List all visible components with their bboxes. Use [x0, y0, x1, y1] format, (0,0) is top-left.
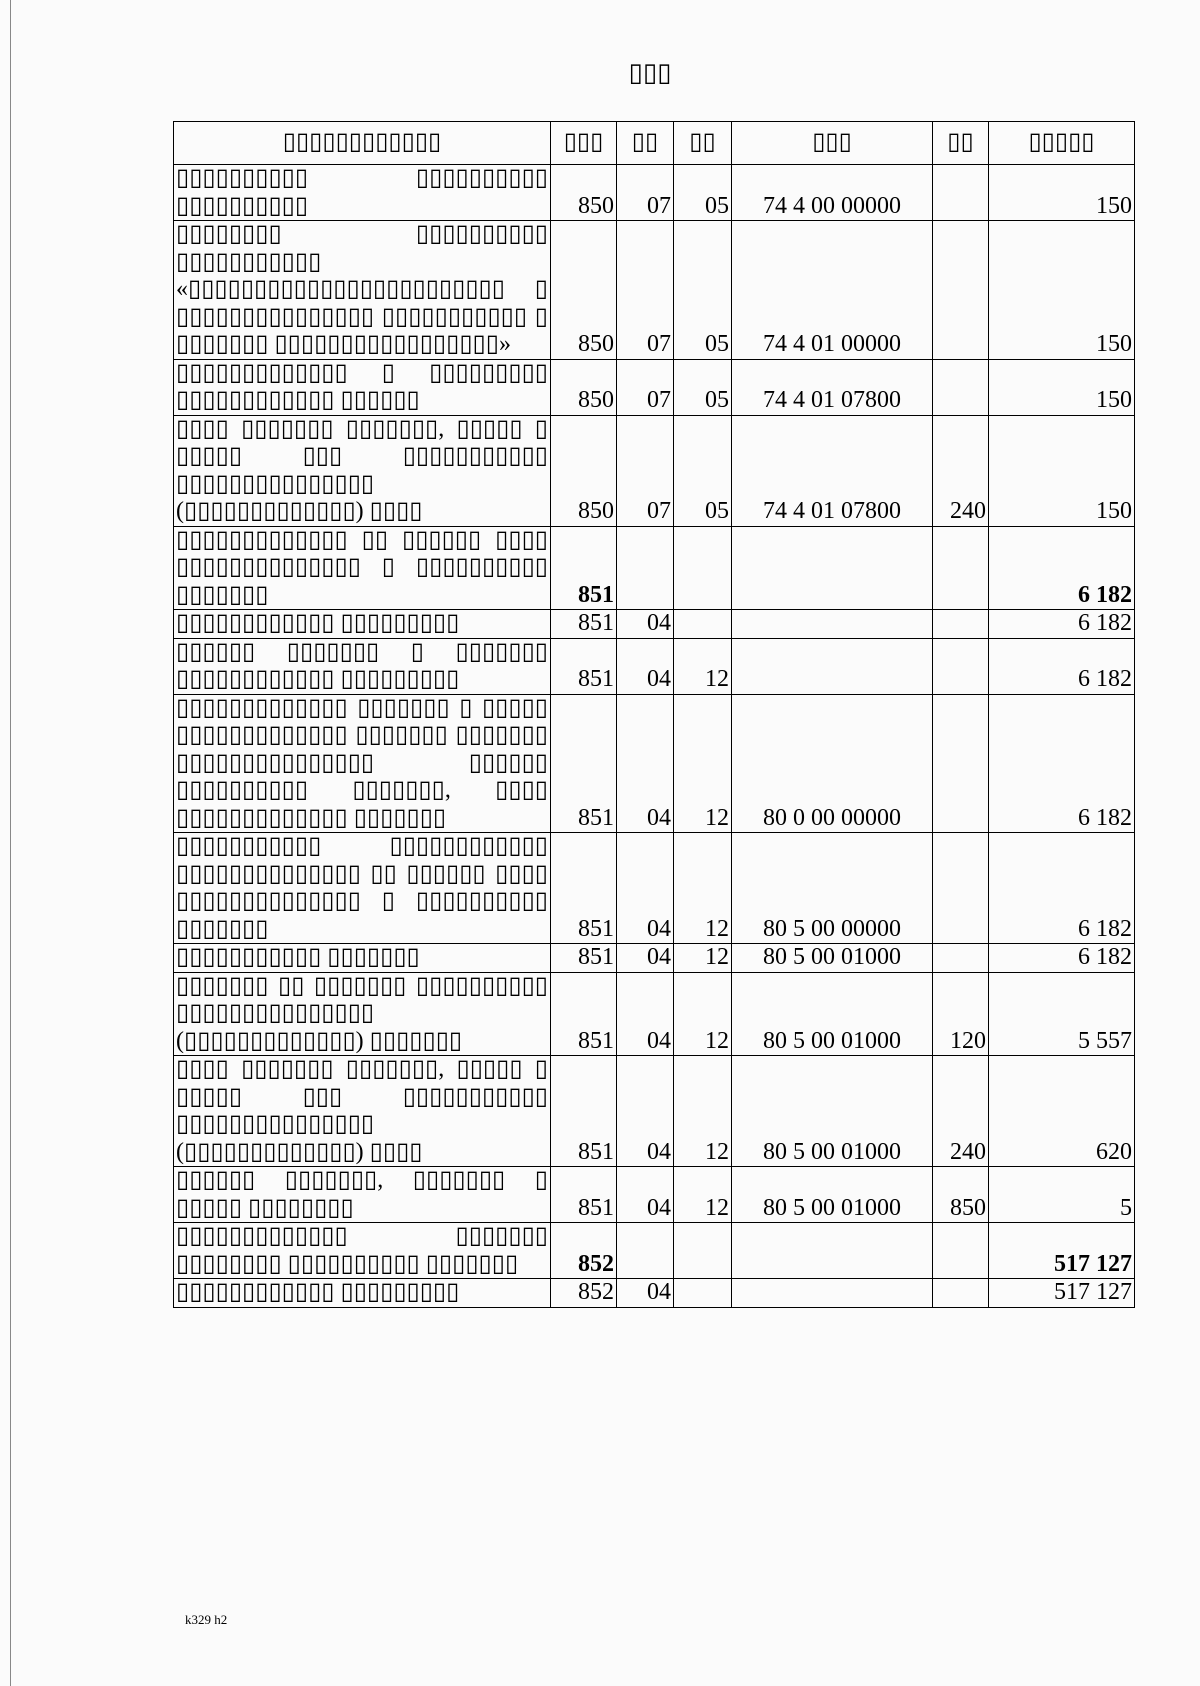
table-row: [174, 944, 1135, 973]
cell-rz: 07: [617, 359, 674, 415]
cell-vr: [933, 833, 989, 944]
cell-csr: 80 5 00 01000: [732, 1056, 933, 1167]
cell-csr: 74 4 00 00000: [732, 165, 933, 221]
cell-name: ▯▯▯▯▯▯▯▯▯▯▯▯▯ ▯▯ ▯▯▯▯▯▯ ▯▯▯▯ ▯▯▯▯▯▯▯▯▯▯▯▯▯▯ ▯ ▯▯▯▯▯▯▯▯▯▯ ▯▯▯▯▯▯▯: [174, 526, 551, 610]
cell-name: ▯▯▯▯▯▯ ▯▯▯▯▯▯▯, ▯▯▯▯▯▯▯ ▯ ▯▯▯▯▯ ▯▯▯▯▯▯▯▯: [174, 1167, 551, 1223]
cell-pr: 12: [674, 944, 732, 973]
cell-csr: 80 5 00 01000: [732, 972, 933, 1056]
table-row: [174, 638, 1135, 694]
cell-pr: 12: [674, 638, 732, 694]
cell-rz: 04: [617, 638, 674, 694]
cell-sum: 620: [989, 1056, 1135, 1167]
table-row: [174, 165, 1135, 221]
cell-name: ▯▯▯▯▯▯▯▯▯▯ ▯▯▯▯▯▯▯▯▯▯ ▯▯▯▯▯▯▯▯▯▯: [174, 165, 551, 221]
cell-sum: 6 182: [989, 610, 1135, 639]
budget-table: [173, 121, 1135, 1308]
cell-pr: 05: [674, 221, 732, 360]
cell-rz: 04: [617, 972, 674, 1056]
cell-rz: 07: [617, 221, 674, 360]
cell-rz: 04: [617, 944, 674, 973]
cell-name: ▯▯▯▯▯▯▯▯▯▯▯▯▯ ▯ ▯▯▯▯▯▯▯▯▯ ▯▯▯▯▯▯▯▯▯▯▯▯ ▯▯▯▯▯▯: [174, 359, 551, 415]
cell-name: ▯▯▯▯▯▯ ▯▯▯▯▯▯▯ ▯ ▯▯▯▯▯▯▯ ▯▯▯▯▯▯▯▯▯▯▯▯ ▯▯▯▯▯▯▯▯▯: [174, 638, 551, 694]
cell-sum: 6 182: [989, 694, 1135, 833]
table-row: [174, 415, 1135, 526]
cell-min: 851: [551, 638, 617, 694]
cell-name: ▯▯▯▯▯▯▯▯▯▯▯ ▯▯▯▯▯▯▯▯▯▯▯▯ ▯▯▯▯▯▯▯▯▯▯▯▯▯▯ ▯▯ ▯▯▯▯▯▯ ▯▯▯▯ ▯▯▯▯▯▯▯▯▯▯▯▯▯▯ ▯ ▯▯▯▯▯▯▯▯▯▯ ▯▯▯▯▯▯▯: [174, 833, 551, 944]
table-row: [174, 359, 1135, 415]
page-edge-line: [10, 0, 11, 1686]
cell-sum: 6 182: [989, 944, 1135, 973]
header-pr: ▯▯: [674, 122, 732, 165]
cell-min: 851: [551, 972, 617, 1056]
header-sum: ▯▯▯▯▯: [989, 122, 1135, 165]
cell-pr: [674, 610, 732, 639]
cell-rz: 07: [617, 415, 674, 526]
cell-min: 850: [551, 415, 617, 526]
cell-pr: 05: [674, 415, 732, 526]
cell-vr: 850: [933, 1167, 989, 1223]
cell-vr: [933, 221, 989, 360]
cell-csr: 74 4 01 07800: [732, 415, 933, 526]
cell-vr: [933, 1223, 989, 1279]
cell-name: ▯▯▯▯▯▯▯▯▯▯▯▯▯ ▯▯▯▯▯▯▯ ▯ ▯▯▯▯▯ ▯▯▯▯▯▯▯▯▯▯▯▯▯ ▯▯▯▯▯▯▯ ▯▯▯▯▯▯▯ ▯▯▯▯▯▯▯▯▯▯▯▯▯▯▯ ▯▯▯▯▯▯ ▯▯▯▯▯▯▯▯▯▯ ▯▯▯▯▯▯▯, ▯▯▯▯ ▯▯▯▯▯▯▯▯▯▯▯▯▯ ▯▯▯▯▯▯▯: [174, 694, 551, 833]
cell-vr: [933, 944, 989, 973]
cell-sum: 5 557: [989, 972, 1135, 1056]
cell-min: 852: [551, 1223, 617, 1279]
cell-pr: [674, 526, 732, 610]
cell-vr: [933, 694, 989, 833]
cell-sum: 6 182: [989, 638, 1135, 694]
cell-sum: 5: [989, 1167, 1135, 1223]
cell-pr: 12: [674, 1167, 732, 1223]
cell-sum: 150: [989, 165, 1135, 221]
cell-rz: 04: [617, 694, 674, 833]
cell-vr: [933, 610, 989, 639]
cell-min: 852: [551, 1279, 617, 1308]
header-vr: ▯▯: [933, 122, 989, 165]
cell-csr: 74 4 01 00000: [732, 221, 933, 360]
cell-vr: [933, 526, 989, 610]
cell-pr: 12: [674, 1056, 732, 1167]
cell-pr: [674, 1279, 732, 1308]
cell-min: 851: [551, 526, 617, 610]
cell-sum: 150: [989, 415, 1135, 526]
cell-vr: [933, 165, 989, 221]
cell-name: ▯▯▯▯ ▯▯▯▯▯▯▯ ▯▯▯▯▯▯▯, ▯▯▯▯▯ ▯ ▯▯▯▯▯ ▯▯▯ ▯▯▯▯▯▯▯▯▯▯▯ ▯▯▯▯▯▯▯▯▯▯▯▯▯▯▯ (▯▯▯▯▯▯▯▯▯▯▯▯▯) ▯▯▯▯: [174, 1056, 551, 1167]
cell-rz: 04: [617, 610, 674, 639]
cell-min: 851: [551, 833, 617, 944]
cell-pr: 12: [674, 972, 732, 1056]
cell-pr: 12: [674, 833, 732, 944]
table-row: [174, 1279, 1135, 1308]
table-row: [174, 610, 1135, 639]
cell-name: ▯▯▯▯▯▯▯▯▯▯▯ ▯▯▯▯▯▯▯: [174, 944, 551, 973]
cell-sum: 150: [989, 221, 1135, 360]
table-row: [174, 1167, 1135, 1223]
cell-csr: 80 5 00 01000: [732, 1167, 933, 1223]
cell-csr: [732, 1223, 933, 1279]
cell-pr: [674, 1223, 732, 1279]
cell-min: 851: [551, 610, 617, 639]
cell-name: ▯▯▯▯▯▯▯ ▯▯ ▯▯▯▯▯▯▯ ▯▯▯▯▯▯▯▯▯▯ ▯▯▯▯▯▯▯▯▯▯▯▯▯▯▯ (▯▯▯▯▯▯▯▯▯▯▯▯▯) ▯▯▯▯▯▯▯: [174, 972, 551, 1056]
cell-name: ▯▯▯▯▯▯▯▯ ▯▯▯▯▯▯▯▯▯▯ ▯▯▯▯▯▯▯▯▯▯▯ «▯▯▯▯▯▯▯▯▯▯▯▯▯▯▯▯▯▯▯▯▯▯▯▯ ▯ ▯▯▯▯▯▯▯▯▯▯▯▯▯▯▯ ▯▯▯▯▯▯▯▯▯▯▯ ▯ ▯▯▯▯▯▯▯ ▯▯▯▯▯▯▯▯▯▯▯▯▯▯▯▯▯»: [174, 221, 551, 360]
table-row: [174, 694, 1135, 833]
cell-vr: 240: [933, 415, 989, 526]
cell-name: ▯▯▯▯▯▯▯▯▯▯▯▯ ▯▯▯▯▯▯▯▯▯: [174, 1279, 551, 1308]
cell-csr: [732, 610, 933, 639]
cell-sum: 6 182: [989, 833, 1135, 944]
cell-min: 851: [551, 944, 617, 973]
header-row: [174, 122, 1135, 165]
cell-min: 851: [551, 694, 617, 833]
footer-mark: k329 h2: [185, 1612, 228, 1627]
cell-name: ▯▯▯▯▯▯▯▯▯▯▯▯ ▯▯▯▯▯▯▯▯▯: [174, 610, 551, 639]
cell-min: 851: [551, 1167, 617, 1223]
cell-csr: [732, 1279, 933, 1308]
cell-min: 851: [551, 1056, 617, 1167]
cell-pr: 12: [674, 694, 732, 833]
cell-sum: 150: [989, 359, 1135, 415]
cell-csr: [732, 526, 933, 610]
table-row: [174, 526, 1135, 610]
cell-sum: 517 127: [989, 1279, 1135, 1308]
cell-name: ▯▯▯▯ ▯▯▯▯▯▯▯ ▯▯▯▯▯▯▯, ▯▯▯▯▯ ▯ ▯▯▯▯▯ ▯▯▯ ▯▯▯▯▯▯▯▯▯▯▯ ▯▯▯▯▯▯▯▯▯▯▯▯▯▯▯ (▯▯▯▯▯▯▯▯▯▯▯▯▯) ▯▯▯▯: [174, 415, 551, 526]
cell-csr: 80 0 00 00000: [732, 694, 933, 833]
cell-vr: 120: [933, 972, 989, 1056]
table-row: [174, 972, 1135, 1056]
cell-rz: 04: [617, 1056, 674, 1167]
cell-rz: 04: [617, 1167, 674, 1223]
cell-rz: [617, 526, 674, 610]
table-row: [174, 1223, 1135, 1279]
cell-rz: 04: [617, 1279, 674, 1308]
cell-csr: 80 5 00 01000: [732, 944, 933, 973]
cell-min: 850: [551, 221, 617, 360]
cell-rz: 07: [617, 165, 674, 221]
header-csr: ▯▯▯: [732, 122, 933, 165]
cell-vr: [933, 638, 989, 694]
cell-rz: 04: [617, 833, 674, 944]
cell-pr: 05: [674, 359, 732, 415]
table-row: [174, 1056, 1135, 1167]
cell-sum: 6 182: [989, 526, 1135, 610]
cell-csr: 74 4 01 07800: [732, 359, 933, 415]
cell-min: 850: [551, 165, 617, 221]
table-row: [174, 221, 1135, 360]
table-row: [174, 833, 1135, 944]
cell-csr: [732, 638, 933, 694]
cell-sum: 517 127: [989, 1223, 1135, 1279]
cell-vr: [933, 1279, 989, 1308]
cell-rz: [617, 1223, 674, 1279]
cell-vr: [933, 359, 989, 415]
cell-pr: 05: [674, 165, 732, 221]
cell-name: ▯▯▯▯▯▯▯▯▯▯▯▯▯ ▯▯▯▯▯▯▯ ▯▯▯▯▯▯▯▯ ▯▯▯▯▯▯▯▯▯▯ ▯▯▯▯▯▯▯: [174, 1223, 551, 1279]
cell-csr: 80 5 00 00000: [732, 833, 933, 944]
cell-vr: 240: [933, 1056, 989, 1167]
header-name: ▯▯▯▯▯▯▯▯▯▯▯▯: [174, 122, 551, 165]
header-min: ▯▯▯: [551, 122, 617, 165]
page-number: ▯▯▯: [628, 58, 672, 87]
header-rz: ▯▯: [617, 122, 674, 165]
cell-min: 850: [551, 359, 617, 415]
